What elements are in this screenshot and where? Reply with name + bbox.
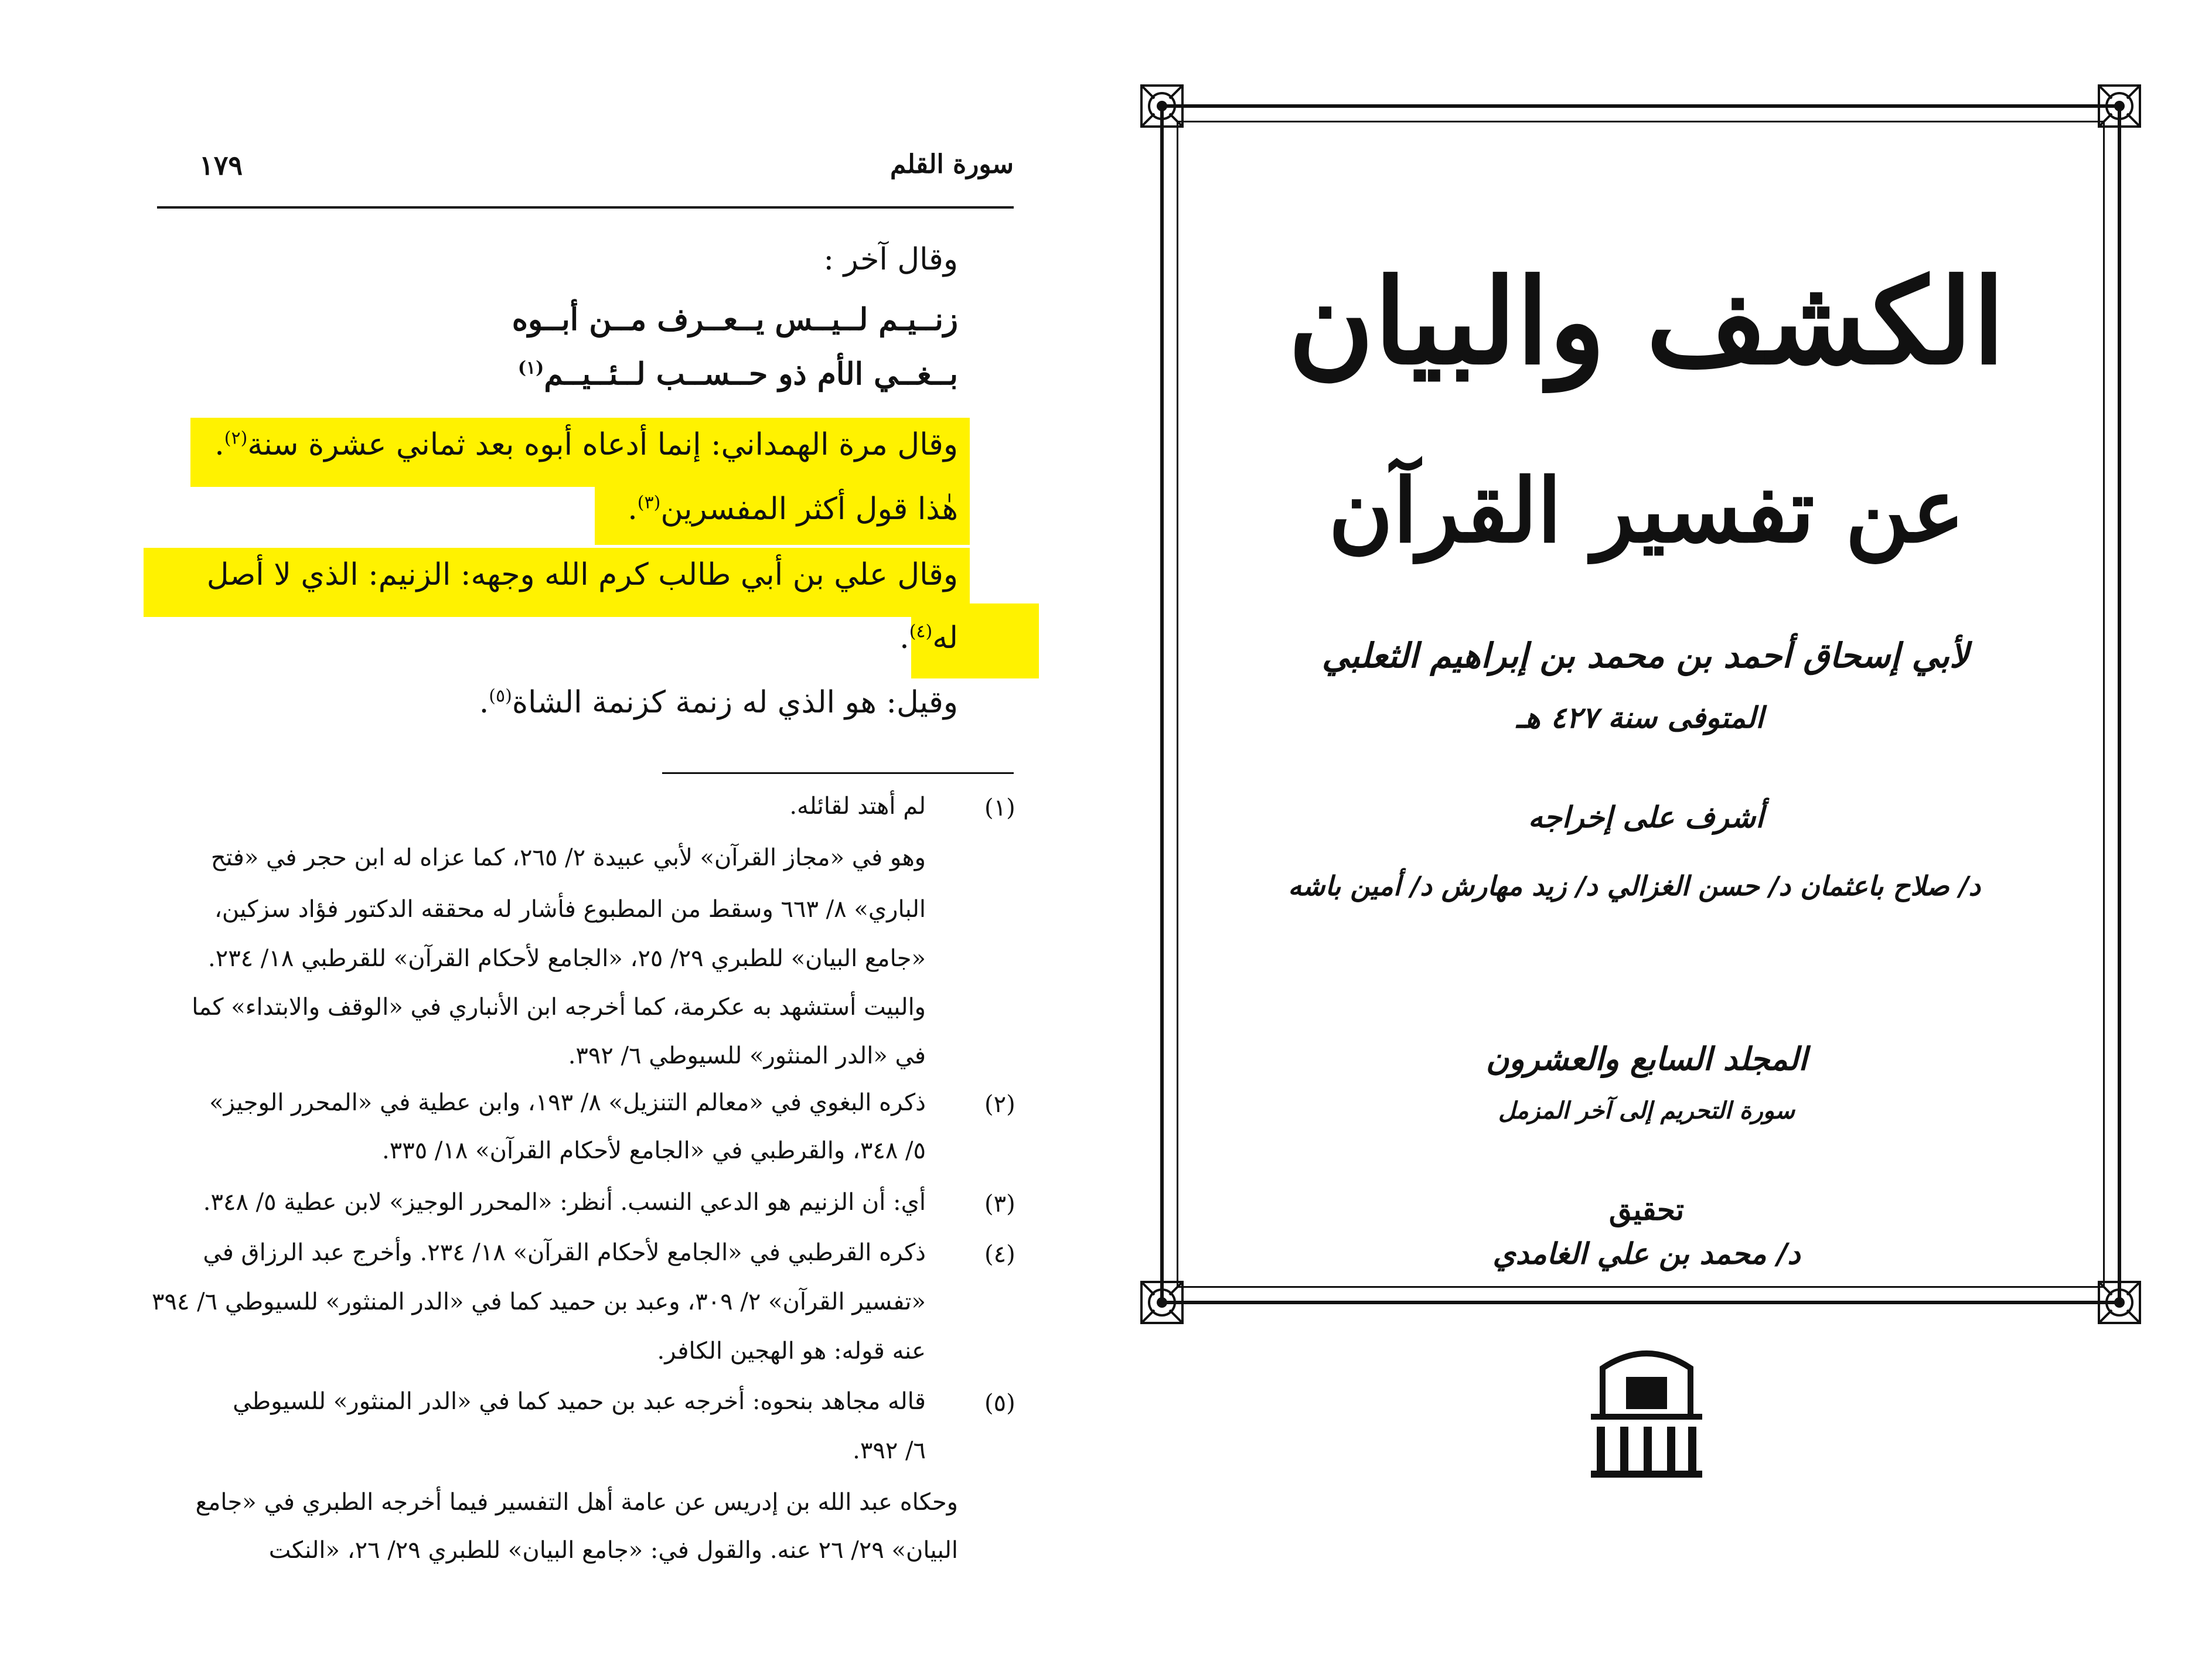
footnote-line: لم أهتد لقائله.: [789, 793, 926, 820]
footnote-line: قاله مجاهد بنحوه: أخرجه عبد بن حميد كما في «الدر المنثور» للسيوطي: [233, 1388, 926, 1415]
corner-ornament-icon: [2094, 1277, 2145, 1328]
volume-range: سورة التحريم إلى آخر المزمل: [1498, 1097, 1795, 1124]
footnote-number: (٥): [984, 1390, 1015, 1417]
footnote-line: ٦/ ٣٩٢.: [853, 1437, 926, 1464]
supervisors-list: د/ صلاح باعثمان د/ حسن الغزالي د/ زيد مهارش د/ أمين باشه: [1288, 870, 1981, 902]
footnote-ref-5: (٥): [489, 686, 512, 707]
body-line-5: هٰذا قول أكثر المفسرين$^{(٣)}$.: [628, 492, 958, 527]
sura-title: سورة القلم: [890, 149, 1014, 179]
header-rule: [157, 206, 1014, 209]
page-number: ١٧٩: [199, 149, 243, 181]
footnote-number: (٣): [984, 1191, 1015, 1218]
running-head: [158, 149, 1014, 196]
footnote-ref-1: (١): [517, 357, 544, 378]
footnote-number: (٢): [984, 1091, 1015, 1118]
footnote-line: وحكاه عبد الله بن إدريس عن عامة أهل التفسير فيما أخرجه الطبري في «جامع: [195, 1489, 958, 1516]
footnote-ref-3: (٣): [637, 492, 661, 513]
footnote-line: ذكره القرطبي في «الجامع لأحكام القرآن» ١٨/ ٢٣٤. وأخرج عبد الرزاق في: [203, 1239, 926, 1266]
body-line-6: وقال علي بن أبي طالب كرم الله وجهه: الزنيم: الذي لا أصل: [206, 557, 958, 592]
footnote-line: الباري» ٨/ ٦٦٣ وسقط من المطبوع فأشار له محققه الدكتور فؤاد سزكين،: [214, 896, 926, 923]
corner-ornament-icon: [1137, 1277, 1187, 1328]
footnote-number: (١): [984, 794, 1015, 821]
footnote-line: ذكره البغوي في «معالم التنزيل» ٨/ ١٩٣، وابن عطية في «المحرر الوجيز»: [209, 1089, 926, 1116]
death-year: المتوفى سنة ٤٢٧ هـ: [1516, 700, 1764, 735]
footnote-line: «تفسير القرآن» ٢/ ٣٠٩، وعبد بن حميد كما في «الدر المنثور» للسيوطي ٦/ ٣٩٤: [152, 1288, 926, 1315]
editor-name: د/ محمد بن علي الغامدي: [1492, 1236, 1801, 1271]
verse-line-2: بــغــي الأم ذو حــســب لــئــيــم$^{(١)}$: [517, 356, 958, 392]
publisher-logo: [1579, 1345, 1714, 1482]
footnote-line: وهو في «مجاز القرآن» لأبي عبيدة ٢/ ٢٦٥، كما عزاه له ابن حجر في «فتح: [210, 844, 926, 871]
footnote-line: «جامع البيان» للطبري ٢٩/ ٢٥، «الجامع لأحكام القرآن» للقرطبي ١٨/ ٢٣٤.: [207, 945, 926, 972]
footnote-rule: [662, 772, 1014, 774]
supervision-label: أشرف على إخراجه: [1528, 800, 1764, 834]
footnote-ref-2: (٢): [224, 428, 248, 449]
footnote-number: (٤): [984, 1241, 1015, 1268]
book-title: الكشف والبيان: [1288, 253, 2005, 391]
body-line-4: وقال مرة الهمداني: إنما أدعاه أبوه بعد ثماني عشرة سنة$^{(٢)}$.: [214, 427, 958, 462]
footnote-line: البيان» ٢٩/ ٢٦ عنه. والقول في: «جامع البيان» للطبري ٢٩/ ٢٦، «النكت: [268, 1537, 958, 1564]
footnote-line: عنه قوله: هو الهجين الكافر.: [657, 1338, 926, 1365]
left-page: [0, 0, 1090, 1671]
body-line-7: له$^{(٤)}$.: [899, 620, 958, 656]
tahqiq-label: تحقيق: [1608, 1192, 1685, 1227]
author-name: لأبي إسحاق أحمد بن محمد بن إبراهيم الثعلبي: [1321, 636, 1969, 676]
footnote-ref-4: (٤): [909, 621, 933, 642]
footnote-line: ٥/ ٣٤٨، والقرطبي في «الجامع لأحكام القرآن» ١٨/ ٣٣٥.: [382, 1137, 926, 1164]
footnote-line: أي: أن الزنيم هو الدعي النسب. أنظر: «المحرر الوجيز» لابن عطية ٥/ ٣٤٨.: [203, 1189, 926, 1216]
verse-line-1: زنــيـم لــيــس يــعــرف مــن أبــوه: [512, 302, 958, 337]
volume-label: المجلد السابع والعشرون: [1485, 1040, 1808, 1077]
footnote-line: في «الدر المنثور» للسيوطي ٦/ ٣٩٢.: [568, 1042, 926, 1069]
corner-ornament-icon: [1137, 81, 1187, 131]
footnote-line: والبيت أستشهد به عكرمة، كما أخرجه ابن الأنباري في «الوقف والابتداء» كما: [192, 994, 926, 1021]
corner-ornament-icon: [2094, 81, 2145, 131]
body-line-8: وقيل: هو الذي له زنمة كزنمة الشاة$^{(٥)}$.: [479, 685, 958, 720]
body-line-1: وقال آخر :: [823, 242, 958, 277]
book-subtitle: عن تفسير القرآن: [1328, 459, 1965, 562]
right-page: [1090, 0, 2212, 1671]
